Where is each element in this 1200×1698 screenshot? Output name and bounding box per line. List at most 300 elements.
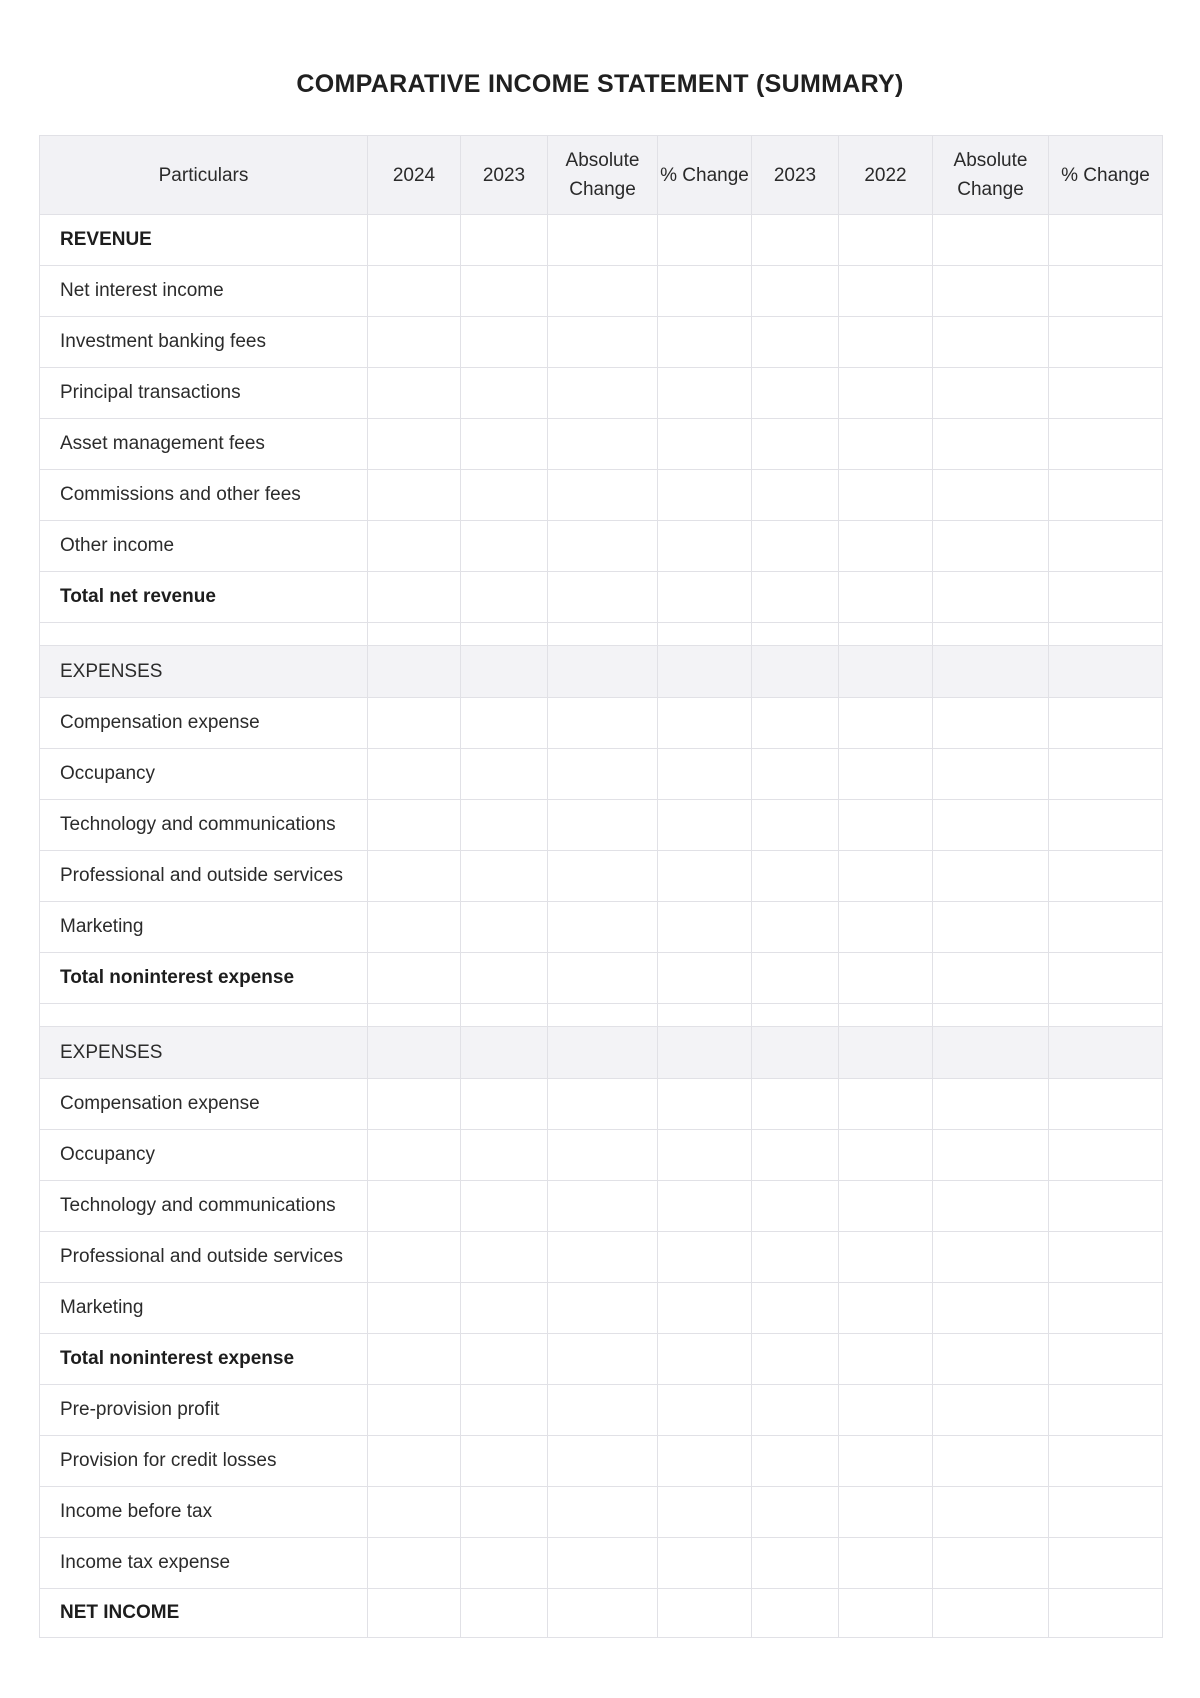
- cell-2023: [461, 1436, 548, 1487]
- table-row: [40, 1436, 1163, 1487]
- cell-pct-change-1: [658, 572, 752, 623]
- cell-abs-change-2: [933, 1130, 1049, 1181]
- cell-2024: [368, 953, 461, 1004]
- cell-abs-change-2: [933, 1004, 1049, 1027]
- cell-2023: [461, 1232, 548, 1283]
- cell-pct-change-1: [658, 1181, 752, 1232]
- cell-pct-change-2: [1049, 1232, 1163, 1283]
- cell-2024: [368, 215, 461, 266]
- cell-2023-b: [752, 419, 839, 470]
- cell-abs-change-1: [548, 1130, 658, 1181]
- row-label: EXPENSES: [40, 1027, 368, 1079]
- row-label: REVENUE: [40, 215, 368, 266]
- row-label: Marketing: [40, 1283, 368, 1334]
- table-row: [40, 317, 1163, 368]
- cell-abs-change-1: [548, 623, 658, 646]
- table-row: [40, 1130, 1163, 1181]
- cell-2023: [461, 646, 548, 698]
- header-year-2022: 2022: [839, 136, 933, 215]
- row-label: Marketing: [40, 902, 368, 953]
- cell-pct-change-2: [1049, 623, 1163, 646]
- cell-2023-b: [752, 800, 839, 851]
- cell-2023-b: [752, 698, 839, 749]
- cell-abs-change-1: [548, 1589, 658, 1638]
- cell-2022: [839, 1283, 933, 1334]
- cell-pct-change-2: [1049, 851, 1163, 902]
- table-row: [40, 749, 1163, 800]
- cell-2023: [461, 317, 548, 368]
- cell-2024: [368, 419, 461, 470]
- cell-2022: [839, 1334, 933, 1385]
- cell-pct-change-1: [658, 368, 752, 419]
- cell-pct-change-1: [658, 419, 752, 470]
- header-absolute-change-2: Absolute Change: [933, 136, 1049, 215]
- row-label: Occupancy: [40, 1130, 368, 1181]
- cell-abs-change-2: [933, 1385, 1049, 1436]
- cell-2023: [461, 1538, 548, 1589]
- cell-2023: [461, 800, 548, 851]
- cell-2024: [368, 1004, 461, 1027]
- cell-2022: [839, 317, 933, 368]
- cell-abs-change-1: [548, 266, 658, 317]
- cell-2024: [368, 646, 461, 698]
- cell-2022: [839, 902, 933, 953]
- cell-2023-b: [752, 1004, 839, 1027]
- cell-2023-b: [752, 851, 839, 902]
- cell-pct-change-1: [658, 623, 752, 646]
- cell-2023-b: [752, 623, 839, 646]
- cell-pct-change-1: [658, 1334, 752, 1385]
- cell-pct-change-1: [658, 1487, 752, 1538]
- cell-2022: [839, 1385, 933, 1436]
- cell-abs-change-1: [548, 1004, 658, 1027]
- cell-pct-change-2: [1049, 1334, 1163, 1385]
- cell-2022: [839, 800, 933, 851]
- cell-2022: [839, 749, 933, 800]
- cell-2024: [368, 1334, 461, 1385]
- table-body: [40, 215, 1163, 1638]
- cell-2022: [839, 521, 933, 572]
- table-row: [40, 1232, 1163, 1283]
- cell-2024: [368, 698, 461, 749]
- header-percent-change-1: % Change: [658, 136, 752, 215]
- row-label: EXPENSES: [40, 646, 368, 698]
- table-row: [40, 1538, 1163, 1589]
- cell-pct-change-1: [658, 851, 752, 902]
- cell-2024: [368, 1079, 461, 1130]
- table-row: [40, 1334, 1163, 1385]
- cell-2023-b: [752, 470, 839, 521]
- cell-pct-change-2: [1049, 1004, 1163, 1027]
- cell-abs-change-1: [548, 1538, 658, 1589]
- cell-pct-change-2: [1049, 215, 1163, 266]
- cell-abs-change-2: [933, 1181, 1049, 1232]
- cell-pct-change-1: [658, 317, 752, 368]
- cell-2022: [839, 698, 933, 749]
- cell-abs-change-2: [933, 1027, 1049, 1079]
- cell-2024: [368, 623, 461, 646]
- cell-2023: [461, 215, 548, 266]
- header-percent-change-2: % Change: [1049, 136, 1163, 215]
- cell-abs-change-1: [548, 215, 658, 266]
- table-row: [40, 1181, 1163, 1232]
- cell-2024: [368, 572, 461, 623]
- cell-abs-change-2: [933, 902, 1049, 953]
- cell-2023-b: [752, 317, 839, 368]
- cell-pct-change-1: [658, 521, 752, 572]
- cell-pct-change-2: [1049, 317, 1163, 368]
- table-row: [40, 572, 1163, 623]
- cell-pct-change-1: [658, 1130, 752, 1181]
- cell-2023-b: [752, 1283, 839, 1334]
- cell-2023-b: [752, 1181, 839, 1232]
- row-label: NET INCOME: [40, 1589, 368, 1638]
- cell-pct-change-1: [658, 1538, 752, 1589]
- cell-2022: [839, 1589, 933, 1638]
- row-label: Technology and communications: [40, 1181, 368, 1232]
- table-row: [40, 521, 1163, 572]
- cell-2023-b: [752, 1079, 839, 1130]
- spacer-row: [40, 1004, 1163, 1027]
- cell-abs-change-1: [548, 1027, 658, 1079]
- header-row: [40, 136, 1163, 215]
- cell-2023-b: [752, 1130, 839, 1181]
- cell-2022: [839, 1004, 933, 1027]
- cell-2023: [461, 1283, 548, 1334]
- income-statement-table: [39, 135, 1163, 1638]
- cell-2022: [839, 368, 933, 419]
- cell-abs-change-2: [933, 800, 1049, 851]
- cell-2022: [839, 1079, 933, 1130]
- row-label: Compensation expense: [40, 698, 368, 749]
- cell-2024: [368, 902, 461, 953]
- table-row: [40, 1283, 1163, 1334]
- cell-2023: [461, 572, 548, 623]
- cell-abs-change-2: [933, 521, 1049, 572]
- cell-2022: [839, 1436, 933, 1487]
- cell-pct-change-2: [1049, 1385, 1163, 1436]
- row-label: Technology and communications: [40, 800, 368, 851]
- cell-2022: [839, 851, 933, 902]
- cell-2024: [368, 1436, 461, 1487]
- cell-abs-change-1: [548, 749, 658, 800]
- cell-pct-change-1: [658, 1232, 752, 1283]
- cell-pct-change-1: [658, 1385, 752, 1436]
- cell-abs-change-1: [548, 851, 658, 902]
- cell-abs-change-2: [933, 646, 1049, 698]
- cell-pct-change-2: [1049, 470, 1163, 521]
- cell-abs-change-1: [548, 953, 658, 1004]
- cell-abs-change-2: [933, 698, 1049, 749]
- row-label: Professional and outside services: [40, 1232, 368, 1283]
- cell-2023-b: [752, 1334, 839, 1385]
- cell-2023: [461, 1385, 548, 1436]
- cell-abs-change-1: [548, 1079, 658, 1130]
- cell-2024: [368, 1283, 461, 1334]
- cell-abs-change-2: [933, 1283, 1049, 1334]
- cell-2023-b: [752, 572, 839, 623]
- cell-abs-change-2: [933, 266, 1049, 317]
- cell-2023-b: [752, 953, 839, 1004]
- cell-2022: [839, 646, 933, 698]
- cell-abs-change-2: [933, 623, 1049, 646]
- cell-2023-b: [752, 646, 839, 698]
- cell-2024: [368, 851, 461, 902]
- cell-pct-change-2: [1049, 1589, 1163, 1638]
- cell-pct-change-1: [658, 646, 752, 698]
- table-row: [40, 419, 1163, 470]
- cell-pct-change-1: [658, 266, 752, 317]
- cell-pct-change-2: [1049, 368, 1163, 419]
- cell-pct-change-2: [1049, 749, 1163, 800]
- table-row: [40, 800, 1163, 851]
- cell-pct-change-1: [658, 1004, 752, 1027]
- table-row: [40, 1385, 1163, 1436]
- cell-pct-change-2: [1049, 646, 1163, 698]
- cell-abs-change-1: [548, 698, 658, 749]
- row-label: Income tax expense: [40, 1538, 368, 1589]
- cell-abs-change-2: [933, 953, 1049, 1004]
- header-absolute-change-1: Absolute Change: [548, 136, 658, 215]
- row-label: Total noninterest expense: [40, 953, 368, 1004]
- row-label: Pre-provision profit: [40, 1385, 368, 1436]
- table-row: [40, 953, 1163, 1004]
- cell-2023-b: [752, 1027, 839, 1079]
- cell-2023-b: [752, 1385, 839, 1436]
- cell-pct-change-2: [1049, 1436, 1163, 1487]
- cell-pct-change-2: [1049, 1487, 1163, 1538]
- cell-pct-change-1: [658, 1436, 752, 1487]
- cell-pct-change-2: [1049, 800, 1163, 851]
- cell-2024: [368, 1589, 461, 1638]
- table-row: [40, 266, 1163, 317]
- cell-pct-change-2: [1049, 1027, 1163, 1079]
- cell-2024: [368, 470, 461, 521]
- cell-2023: [461, 953, 548, 1004]
- cell-abs-change-2: [933, 1436, 1049, 1487]
- cell-2023: [461, 1079, 548, 1130]
- table-row: [40, 1487, 1163, 1538]
- cell-pct-change-1: [658, 698, 752, 749]
- cell-abs-change-1: [548, 1283, 658, 1334]
- cell-2022: [839, 266, 933, 317]
- cell-abs-change-1: [548, 800, 658, 851]
- cell-pct-change-2: [1049, 419, 1163, 470]
- cell-2024: [368, 317, 461, 368]
- cell-2023-b: [752, 902, 839, 953]
- cell-2024: [368, 1385, 461, 1436]
- cell-2023-b: [752, 1436, 839, 1487]
- row-label: Other income: [40, 521, 368, 572]
- cell-2023: [461, 470, 548, 521]
- cell-pct-change-1: [658, 1589, 752, 1638]
- cell-pct-change-1: [658, 800, 752, 851]
- cell-2023: [461, 1334, 548, 1385]
- row-label: Total noninterest expense: [40, 1334, 368, 1385]
- cell-2023: [461, 698, 548, 749]
- table-row: [40, 1589, 1163, 1638]
- cell-2023: [461, 521, 548, 572]
- cell-2023-b: [752, 215, 839, 266]
- cell-abs-change-1: [548, 646, 658, 698]
- cell-pct-change-2: [1049, 1130, 1163, 1181]
- cell-2022: [839, 1487, 933, 1538]
- cell-abs-change-2: [933, 1079, 1049, 1130]
- cell-2023: [461, 1487, 548, 1538]
- cell-abs-change-2: [933, 317, 1049, 368]
- cell-2023: [461, 266, 548, 317]
- cell-pct-change-1: [658, 1027, 752, 1079]
- cell-pct-change-1: [658, 953, 752, 1004]
- cell-2023-b: [752, 1232, 839, 1283]
- row-label: Total net revenue: [40, 572, 368, 623]
- header-year-2023: 2023: [461, 136, 548, 215]
- table-header: [40, 136, 1163, 215]
- cell-2022: [839, 572, 933, 623]
- table-row: [40, 851, 1163, 902]
- cell-abs-change-2: [933, 1538, 1049, 1589]
- cell-pct-change-2: [1049, 266, 1163, 317]
- cell-abs-change-1: [548, 419, 658, 470]
- page-title: COMPARATIVE INCOME STATEMENT (SUMMARY): [296, 70, 904, 98]
- cell-abs-change-2: [933, 215, 1049, 266]
- table-row: [40, 470, 1163, 521]
- cell-pct-change-2: [1049, 953, 1163, 1004]
- cell-2022: [839, 623, 933, 646]
- cell-2023-b: [752, 749, 839, 800]
- cell-pct-change-1: [658, 1079, 752, 1130]
- cell-2023: [461, 1130, 548, 1181]
- cell-abs-change-1: [548, 521, 658, 572]
- cell-2022: [839, 1232, 933, 1283]
- cell-2022: [839, 953, 933, 1004]
- cell-2022: [839, 1027, 933, 1079]
- cell-2024: [368, 521, 461, 572]
- row-label: Investment banking fees: [40, 317, 368, 368]
- cell-pct-change-2: [1049, 1079, 1163, 1130]
- table-row: [40, 368, 1163, 419]
- cell-pct-change-1: [658, 749, 752, 800]
- row-label: [40, 1004, 368, 1027]
- table-row: [40, 215, 1163, 266]
- cell-2023: [461, 1004, 548, 1027]
- cell-abs-change-1: [548, 1232, 658, 1283]
- cell-2022: [839, 1130, 933, 1181]
- spacer-row: [40, 623, 1163, 646]
- cell-2023-b: [752, 368, 839, 419]
- cell-abs-change-2: [933, 1589, 1049, 1638]
- cell-2024: [368, 1027, 461, 1079]
- cell-pct-change-2: [1049, 902, 1163, 953]
- cell-2024: [368, 1232, 461, 1283]
- cell-2023-b: [752, 1538, 839, 1589]
- cell-abs-change-1: [548, 1487, 658, 1538]
- cell-2022: [839, 215, 933, 266]
- cell-abs-change-1: [548, 1334, 658, 1385]
- table-row: [40, 902, 1163, 953]
- cell-pct-change-2: [1049, 521, 1163, 572]
- row-label: Occupancy: [40, 749, 368, 800]
- row-label: [40, 623, 368, 646]
- cell-pct-change-2: [1049, 1538, 1163, 1589]
- cell-pct-change-1: [658, 215, 752, 266]
- table-row: [40, 646, 1163, 698]
- cell-pct-change-1: [658, 1283, 752, 1334]
- cell-pct-change-2: [1049, 572, 1163, 623]
- cell-abs-change-2: [933, 470, 1049, 521]
- cell-abs-change-1: [548, 368, 658, 419]
- cell-abs-change-2: [933, 1232, 1049, 1283]
- cell-2024: [368, 1538, 461, 1589]
- cell-2023-b: [752, 266, 839, 317]
- cell-2024: [368, 1487, 461, 1538]
- cell-2024: [368, 1130, 461, 1181]
- cell-abs-change-1: [548, 902, 658, 953]
- cell-2023: [461, 851, 548, 902]
- cell-2022: [839, 470, 933, 521]
- cell-2022: [839, 419, 933, 470]
- row-label: Commissions and other fees: [40, 470, 368, 521]
- row-label: Professional and outside services: [40, 851, 368, 902]
- cell-pct-change-1: [658, 470, 752, 521]
- table-row: [40, 1027, 1163, 1079]
- cell-abs-change-2: [933, 572, 1049, 623]
- cell-pct-change-1: [658, 902, 752, 953]
- row-label: Asset management fees: [40, 419, 368, 470]
- cell-2022: [839, 1538, 933, 1589]
- cell-abs-change-1: [548, 572, 658, 623]
- cell-2023: [461, 1181, 548, 1232]
- header-particulars: Particulars: [40, 136, 368, 215]
- cell-2023: [461, 419, 548, 470]
- cell-abs-change-2: [933, 1487, 1049, 1538]
- cell-abs-change-1: [548, 1385, 658, 1436]
- cell-2024: [368, 266, 461, 317]
- cell-2024: [368, 368, 461, 419]
- cell-2022: [839, 1181, 933, 1232]
- cell-pct-change-2: [1049, 1181, 1163, 1232]
- row-label: Net interest income: [40, 266, 368, 317]
- row-label: Provision for credit losses: [40, 1436, 368, 1487]
- cell-2023: [461, 902, 548, 953]
- cell-2024: [368, 800, 461, 851]
- cell-2023: [461, 623, 548, 646]
- cell-abs-change-2: [933, 851, 1049, 902]
- cell-abs-change-2: [933, 749, 1049, 800]
- row-label: Principal transactions: [40, 368, 368, 419]
- cell-abs-change-1: [548, 470, 658, 521]
- header-year-2023-b: 2023: [752, 136, 839, 215]
- cell-abs-change-1: [548, 317, 658, 368]
- cell-2023-b: [752, 521, 839, 572]
- header-year-2024: 2024: [368, 136, 461, 215]
- cell-2023-b: [752, 1487, 839, 1538]
- cell-2023-b: [752, 1589, 839, 1638]
- cell-2023: [461, 1589, 548, 1638]
- cell-abs-change-2: [933, 1334, 1049, 1385]
- cell-abs-change-1: [548, 1181, 658, 1232]
- cell-pct-change-2: [1049, 698, 1163, 749]
- table-row: [40, 1079, 1163, 1130]
- table-row: [40, 698, 1163, 749]
- cell-2023: [461, 368, 548, 419]
- cell-2023: [461, 749, 548, 800]
- cell-pct-change-2: [1049, 1283, 1163, 1334]
- row-label: Income before tax: [40, 1487, 368, 1538]
- row-label: Compensation expense: [40, 1079, 368, 1130]
- cell-abs-change-2: [933, 368, 1049, 419]
- cell-abs-change-2: [933, 419, 1049, 470]
